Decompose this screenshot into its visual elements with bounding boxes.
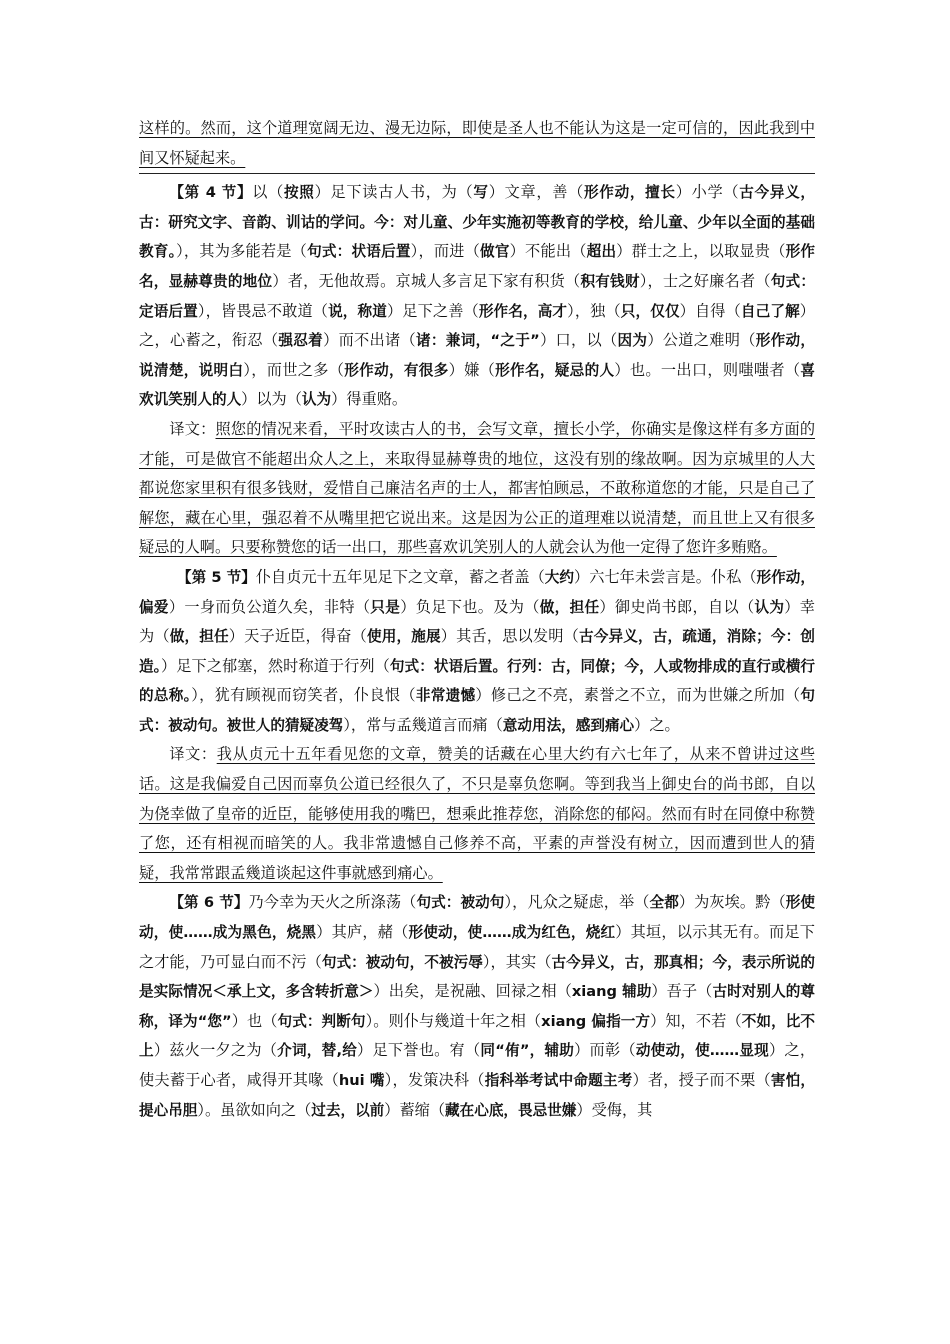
annotation: 古今异义，古：研究文字、音韵、训诂的学问。今：对儿童、少年实施初等教育的学校，给儿童、少年以全面的基础教育。 — [139, 184, 816, 261]
annotation: 形作动，有很多 — [344, 361, 449, 379]
annotation: 句式：定语后置 — [139, 272, 815, 320]
annotation: 句式：被动句，不被污辱 — [321, 953, 483, 971]
translation-label: 译文： — [169, 419, 216, 438]
annotation: 动使动，使……显现 — [635, 1042, 769, 1060]
document-page — [139, 114, 815, 1125]
annotation: 句式：状语后置。行列：古，同僚；今，人或物排成的直行或横行的总称。 — [139, 657, 816, 705]
annotation: 做，担任 — [539, 598, 600, 616]
annotation: 只是 — [370, 598, 401, 616]
annotation: 做官 — [480, 243, 510, 261]
annotation: 意动用法，感到痛心 — [502, 716, 635, 734]
annotation: 认为 — [301, 391, 332, 409]
annotation: 形作动，说清楚，说明白 — [139, 332, 816, 379]
annotation: 形作动，擅长 — [584, 184, 676, 202]
section-5-translation — [139, 740, 815, 888]
annotation: 大约 — [544, 568, 575, 586]
annotation: 认为 — [754, 598, 785, 616]
annotation: 形使动，使……成为红色，烧红 — [408, 924, 616, 942]
annotation: 积有钱财 — [580, 272, 640, 290]
annotation: 使用，施展 — [366, 628, 441, 646]
section-4-translation — [139, 415, 815, 563]
annotation: 形作名，显赫尊贵的地位 — [139, 243, 815, 290]
annotation: 介词，替,给 — [277, 1042, 358, 1060]
annotation: 形作名，高才 — [478, 302, 568, 320]
annotation: 写 — [473, 184, 489, 202]
section-6-heading: 【第 6 节】 — [169, 894, 249, 912]
section-6-text: 【第 6 节】乃今幸为天火之所涤荡（句式：被动句），凡众之疑虑，举（全都）为灰埃。黔（形使动，使……成为黑色，烧黑）其庐，赭（形使动，使……成为红色，烧红）其垣，以示其无有。而足下之才能，乃可显白而不污（句式：被动句，不被污辱），其实（古今异义，古，那真相；今，表示所说的是实际情况＜承上文，多含转折意＞）出矣，是祝融、回禄之相（xiang 辅助）吾子（古时对别人的尊称，译为“您”）也（句式：判断句）。则仆与幾道十年之相（xiang 偏指一方）知，不若（不如，比不上）兹火一夕之为（介词，替,给）足下誉也。宥（同“侑”，辅助）而彰（动使动，使……显现）之，使夫蓄于心者，咸得开其喙（hui 嘴），发策决科（指科举考试中命题主考）者，授子而不栗（害怕，提心吊胆）。虽欲如向之（过去，以前）蓄缩（藏在心底，畏忌世嫌）受侮，其 — [139, 893, 816, 1119]
translation-text: 这样的。然而，这个道理宽阔无边、漫无边际，即使是圣人也不能认为这是一定可信的，因此我到中间又怀疑起来。 — [139, 119, 815, 167]
section-4-text: 【第 4 节】以（按照）足下读古人书，为（写）文章，善（形作动，擅长）小学（古今异义，古：研究文字、音韵、训诂的学问。今：对儿童、少年实施初等教育的学校，给儿童、少年以全面的基础教育。），其为多能若是（句式：状语后置），而进（做官）不能出（超出）群士之上，以取显贵（形作名，显赫尊贵的地位）者，无他故焉。京城人多言足下家有积货（积有钱财），士之好廉名者（句式：定语后置），皆畏忌不敢道（说，称道）足下之善（形作名，高才），独（只，仅仅）自得（自己了解）之，心蓄之，衔忍（强忍着）而不出诸（诸：兼词，“之于”）口，以（因为）公道之难明（形作动，说清楚，说明白），而世之多（形作动，有很多）嫌（形作名，疑忌的人）也。一出口，则嗤嗤者（喜欢讥笑别人的人）以为（认为）得重赂。 — [139, 183, 816, 409]
annotation: 古今异义，古，疏通，消除；今：创造。 — [139, 628, 815, 675]
annotation: 喜欢讥笑别人的人 — [139, 361, 815, 409]
annotation: 过去，以前 — [311, 1101, 385, 1119]
annotation: 句式：被动句。被世人的猜疑凌驾 — [139, 687, 816, 734]
annotation: 藏在心底，畏忌世嫌 — [445, 1101, 577, 1119]
translation-text: 照您的情况来看，平时攻读古人的书，会写文章，擅长小学，你确实是像这样有多方面的才能，可是做官不能超出众人之上，来取得显赫尊贵的地位，这没有别的缘故啊。因为京城里的人大都说您家里积有很多钱财，爱惜自己廉洁名声的士人，都害怕顾忌，不敢称道您的才能，只是自己了解您，藏在心里，强忍着不从嘴里把它说出来。这是因为公正的道理难以说清楚，而且世上又有很多疑忌的人啊。只要称赞您的话一出口，那些喜欢讥笑别人的人就会认为他一定得了您许多贿赂。 — [139, 419, 816, 557]
translation-text: 我从贞元十五年看见您的文章，赞美的话藏在心里大约有六七年了，从来不曾讲过这些话。这是我偏爱自己因而辜负公道已经很久了，不只是辜负您啊。等到我当上御史台的尚书郎，自以为侥幸做了皇帝的近臣，能够使用我的嘴巴，想乘此推荐您，消除您的郁闷。然而有时在同僚中称赞了您，还有相视而暗笑的人。我非常遗憾自己修养不高，平素的声誉没有树立，因而遭到世人的猜疑，我常常跟孟幾道谈起这件事就感到痛心。 — [139, 745, 816, 882]
annotation: 形作动，偏爱 — [139, 568, 815, 616]
annotation: 不如，比不上 — [139, 1012, 816, 1060]
section-4-heading: 【第 4 节】 — [169, 184, 253, 202]
paragraph-translation-continued — [139, 114, 815, 173]
annotation: 指科举考试中命题主考 — [484, 1072, 633, 1089]
annotation: xiang 偏指一方 — [541, 1012, 651, 1030]
annotation: 因为 — [617, 332, 648, 350]
annotation: 诸：兼词，“之于” — [416, 332, 540, 350]
annotation: 只，仅仅 — [620, 302, 680, 320]
annotation: 超出 — [586, 243, 617, 261]
annotation: 同“侑”，辅助 — [480, 1042, 575, 1060]
annotation: xiang 辅助 — [571, 983, 652, 1001]
annotation: 形使动，使……成为黑色，烧黑 — [139, 894, 815, 942]
annotation: 做，担任 — [169, 628, 229, 646]
annotation: 古今异义，古，那真相；今，表示所说的是实际情况＜承上文，多含转折意＞ — [139, 953, 815, 1001]
annotation: 句式：状语后置 — [307, 243, 411, 261]
annotation: 全都 — [649, 894, 679, 912]
annotation: 形作名，疑忌的人 — [495, 361, 615, 379]
translation-label: 译文： — [169, 745, 217, 764]
section-5-text: 【第 5 节】仆自贞元十五年见足下之文章，蓄之者盖（大约）六七年未尝言是。仆私（形作动，偏爱）一身而负公道久矣，非特（只是）负足下也。及为（做，担任）御史尚书郎，自以（认为）幸为（做，担任）天子近臣，得奋（使用，施展）其舌，思以发明（古今异义，古，疏通，消除；今：创造。）足下之郁塞，然时称道于行列（句式：状语后置。行列：古，同僚；今，人或物排成的直行或横行的总称。），犹有顾视而窃笑者，仆良恨（非常遗憾）修己之不亮，素誉之不立，而为世嫌之所加（句式：被动句。被世人的猜疑凌驾），常与孟幾道言而痛（意动用法，感到痛心）之。 — [139, 567, 816, 734]
annotation: 句式：判断句 — [277, 1012, 366, 1030]
annotation: 句式：被动句 — [416, 894, 505, 912]
annotation: 按照 — [284, 184, 315, 202]
annotation: 强忍着 — [278, 332, 324, 350]
annotation: 自己了解 — [740, 302, 800, 320]
annotation: 说，称道 — [328, 302, 387, 320]
annotation: 非常遗憾 — [415, 687, 476, 705]
section-5-heading: 【第 5 节】 — [177, 568, 256, 586]
annotation: hui 嘴 — [338, 1072, 385, 1089]
annotation: 古时对别人的尊称，译为“您” — [139, 983, 815, 1030]
annotation: 害怕，提心吊胆 — [139, 1072, 815, 1119]
